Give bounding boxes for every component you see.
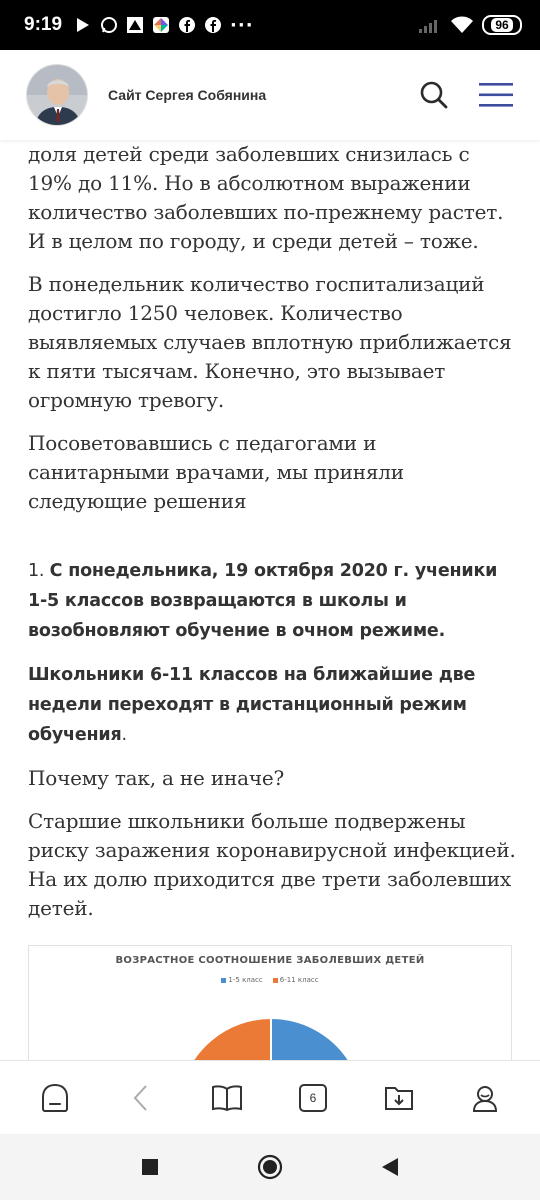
tabs-icon[interactable]	[289, 1074, 337, 1122]
whatsapp-icon	[100, 16, 118, 34]
item-bold-text: Школьники 6-11 классов на ближайшие две недели переходят в дистанционный режим обучения	[28, 665, 476, 745]
signal-icon	[418, 16, 442, 34]
browser-toolbar	[0, 1060, 540, 1134]
paragraph: доля детей среди заболевших снизилась с 19% до 11%. Но в абсолютном выражении количество заболевших по-прежнему растет. И в целом по городу, и среди детей – тоже.	[28, 142, 504, 253]
back-icon[interactable]	[117, 1074, 165, 1122]
question-paragraph: Почему так, а не иначе?	[28, 766, 284, 790]
paragraph: Посоветовавшись с педагогами и санитарными врачами, мы приняли следующие решения	[28, 431, 404, 513]
pie-slice-1	[271, 1018, 364, 1060]
pinwheel-app-icon	[152, 16, 170, 34]
item-end: .	[121, 725, 127, 745]
legend-label: 1-5 класс	[228, 976, 263, 984]
chart-legend	[29, 976, 511, 984]
legend-item	[273, 976, 319, 984]
downloads-icon[interactable]	[375, 1074, 423, 1122]
system-navigation-bar	[0, 1134, 540, 1200]
home-circle-icon[interactable]	[250, 1147, 290, 1187]
home-icon[interactable]	[31, 1074, 79, 1122]
profile-icon[interactable]	[461, 1074, 509, 1122]
play-icon	[74, 16, 92, 34]
recents-icon[interactable]	[130, 1147, 170, 1187]
search-icon[interactable]	[416, 77, 452, 113]
facebook-icon	[178, 16, 196, 34]
item-bold-text: С понедельника, 19 октября 2020 г. ученики 1-5 классов возвращаются в школы и возобновляют обучение в очном режиме.	[28, 561, 498, 641]
battery-level: 96	[491, 18, 512, 32]
legend-label: 6-11 класс	[279, 976, 319, 984]
legend-swatch	[221, 978, 226, 983]
site-header	[0, 50, 540, 140]
answer-paragraph: Старшие школьники больше подвержены риску заражения коронавирусной инфекцией. На их долю приходится две трети заболевших детей.	[28, 809, 516, 920]
bookmarks-icon[interactable]	[203, 1074, 251, 1122]
battery-icon	[482, 15, 522, 35]
decision-item-1	[28, 556, 516, 646]
delivery-app-icon	[126, 16, 144, 34]
site-title[interactable]: Сайт Сергея Собянина	[108, 87, 267, 103]
paragraph: В понедельник количество госпитализаций достигло 1250 человек. Количество выявляемых случаев вплотную приближается к пяти тысячам. Конечно, это вызывает огромную тревогу.	[28, 272, 512, 412]
legend-item	[221, 976, 262, 984]
article-body	[28, 140, 516, 1060]
pie-chart	[28, 945, 512, 1060]
tabs-count: 6	[299, 1084, 327, 1112]
chart-title: ВОЗРАСТНОЕ СООТНОШЕНИЕ ЗАБОЛЕВШИХ ДЕТЕЙ	[115, 955, 425, 966]
facebook-icon	[204, 16, 222, 34]
legend-swatch	[273, 978, 278, 983]
back-triangle-icon[interactable]	[370, 1147, 410, 1187]
decision-item-2	[28, 660, 516, 750]
wifi-icon	[450, 16, 474, 34]
menu-icon[interactable]	[478, 77, 514, 113]
status-bar	[0, 0, 540, 50]
more-notifications: ···	[230, 14, 254, 36]
item-number: 1.	[28, 561, 45, 581]
avatar[interactable]	[26, 64, 88, 126]
clock: 9:19	[24, 14, 63, 35]
pie-plot	[29, 996, 512, 1060]
